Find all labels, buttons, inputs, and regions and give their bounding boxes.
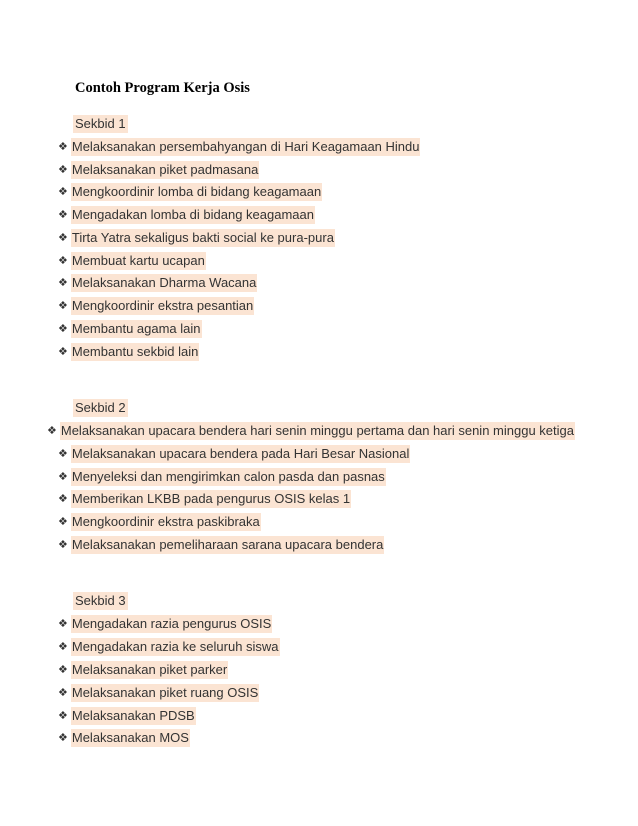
section-heading-sekbid-2: Sekbid 2 [75, 400, 126, 415]
list-item-text: Melaksanakan MOS [71, 730, 189, 745]
list-item-text: Membuat kartu ucapan [71, 253, 205, 268]
list-item-text: Membantu sekbid lain [71, 344, 199, 359]
list-item [58, 229, 335, 247]
diamond-bullet-icon: ❖ [58, 470, 68, 483]
diamond-bullet-icon: ❖ [58, 322, 68, 335]
list-item [58, 468, 386, 486]
diamond-bullet-icon: ❖ [58, 515, 68, 528]
list-item [58, 343, 199, 361]
diamond-bullet-icon: ❖ [58, 231, 68, 244]
list-item [58, 138, 420, 156]
list-item-text: Mengadakan razia pengurus OSIS [71, 616, 272, 631]
list-item [58, 615, 272, 633]
list-item-text: Tirta Yatra sekaligus bakti social ke pura-pura [71, 230, 334, 245]
list-item [58, 206, 315, 224]
diamond-bullet-icon: ❖ [58, 640, 68, 653]
diamond-bullet-icon: ❖ [58, 686, 68, 699]
diamond-bullet-icon: ❖ [58, 617, 68, 630]
document-title: Contoh Program Kerja Osis [75, 80, 250, 96]
list-item [58, 183, 322, 201]
list-item-text: Melaksanakan upacara bendera hari senin minggu pertama dan hari senin minggu ketiga [60, 423, 574, 438]
list-item-text: Melaksanakan Dharma Wacana [71, 275, 257, 290]
list-item [58, 661, 228, 679]
list-item [58, 684, 259, 702]
list-item-text: Melaksanakan persembahyangan di Hari Keagamaan Hindu [71, 139, 420, 154]
list-item [58, 445, 410, 463]
list-item [58, 490, 351, 508]
diamond-bullet-icon: ❖ [47, 424, 57, 437]
list-item-text: Melaksanakan piket ruang OSIS [71, 685, 259, 700]
list-item-text: Melaksanakan upacara bendera pada Hari Besar Nasional [71, 446, 410, 461]
list-item [58, 320, 202, 338]
diamond-bullet-icon: ❖ [58, 140, 68, 153]
list-item-text: Mengkoordinir lomba di bidang keagamaan [71, 184, 322, 199]
diamond-bullet-icon: ❖ [58, 447, 68, 460]
diamond-bullet-icon: ❖ [58, 709, 68, 722]
list-item-text: Mengadakan lomba di bidang keagamaan [71, 207, 314, 222]
diamond-bullet-icon: ❖ [58, 492, 68, 505]
list-item-text: Mengkoordinir ekstra pesantian [71, 298, 254, 313]
diamond-bullet-icon: ❖ [58, 345, 68, 358]
list-item-text: Melaksanakan piket padmasana [71, 162, 259, 177]
list-item [58, 252, 206, 270]
list-item [47, 422, 575, 440]
section-heading-sekbid-3: Sekbid 3 [75, 593, 126, 608]
list-item-text: Melaksanakan piket parker [71, 662, 228, 677]
list-item-text: Memberikan LKBB pada pengurus OSIS kelas 1 [71, 491, 351, 506]
list-item-text: Melaksanakan pemeliharaan sarana upacara bendera [71, 537, 384, 552]
diamond-bullet-icon: ❖ [58, 299, 68, 312]
list-item [58, 638, 280, 656]
list-item [58, 274, 257, 292]
diamond-bullet-icon: ❖ [58, 276, 68, 289]
diamond-bullet-icon: ❖ [58, 185, 68, 198]
list-item-text: Menyeleksi dan mengirimkan calon pasda dan pasnas [71, 469, 385, 484]
diamond-bullet-icon: ❖ [58, 163, 68, 176]
list-item [58, 707, 196, 725]
list-item [58, 297, 254, 315]
diamond-bullet-icon: ❖ [58, 663, 68, 676]
list-item [58, 513, 261, 531]
list-item-text: Melaksanakan PDSB [71, 708, 195, 723]
list-item-text: Mengkoordinir ekstra paskibraka [71, 514, 260, 529]
list-item [58, 161, 259, 179]
diamond-bullet-icon: ❖ [58, 254, 68, 267]
diamond-bullet-icon: ❖ [58, 538, 68, 551]
list-item [58, 729, 190, 747]
section-heading-sekbid-1: Sekbid 1 [75, 116, 126, 131]
list-item-text: Mengadakan razia ke seluruh siswa [71, 639, 279, 654]
list-item [58, 536, 384, 554]
diamond-bullet-icon: ❖ [58, 731, 68, 744]
diamond-bullet-icon: ❖ [58, 208, 68, 221]
list-item-text: Membantu agama lain [71, 321, 201, 336]
